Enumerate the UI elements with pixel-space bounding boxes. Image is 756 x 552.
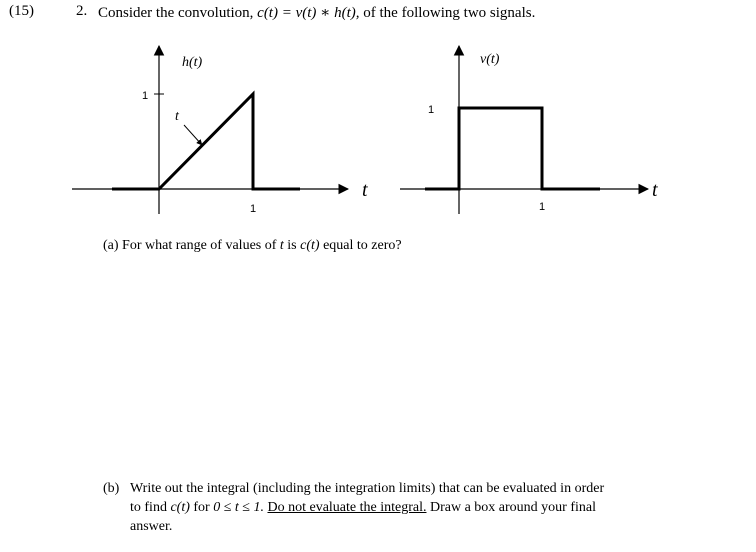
part-b-question [103, 479, 683, 536]
h-axis-label: t [362, 179, 368, 201]
v-label: v(t) [480, 52, 500, 67]
h-label: h(t) [182, 55, 203, 70]
h-x-tick-label: 1 [249, 203, 257, 215]
question-equation: c(t) = v(t) ∗ h(t), [257, 5, 360, 21]
part-b-line2-a: to find [130, 500, 167, 515]
h-signal [112, 94, 300, 189]
v-y-tick-label: 1 [427, 104, 435, 116]
part-a-var: t [279, 238, 284, 253]
points-value: (15) [9, 3, 34, 19]
v-figure [400, 46, 658, 214]
part-b-line2-range: 0 ≤ t ≤ 1. [213, 500, 264, 515]
part-b-label: (b) [103, 481, 120, 496]
h-figure [72, 46, 368, 215]
question-number: 2. [76, 3, 88, 19]
part-a-text-after: equal to zero? [323, 238, 402, 253]
h-slope-arrow [184, 125, 202, 145]
part-b-line3: answer. [130, 519, 173, 534]
part-a-text-before: For what range of values of [122, 238, 277, 253]
part-b-line1: Write out the integral (including the integration limits) that can be evaluated in order [130, 481, 605, 496]
part-b-line2-c: Draw a box around your final [429, 500, 596, 515]
part-b-line2-underlined: Do not evaluate the integral. [267, 500, 427, 515]
part-a-func: c(t) [300, 238, 320, 253]
question-lead: Consider the convolution, [98, 5, 254, 21]
part-b-line2-b: for [193, 500, 210, 515]
v-x-tick-label: 1 [538, 201, 546, 213]
part-a-label: (a) [103, 238, 119, 253]
v-axis-label: t [652, 179, 658, 201]
part-a-text-mid: is [287, 238, 297, 253]
h-y-tick-label: 1 [141, 90, 149, 102]
question-tail: of the following two signals. [363, 5, 536, 21]
v-signal [425, 108, 600, 189]
part-b-line2 [103, 498, 683, 517]
part-a-question [103, 238, 402, 254]
h-slope-label: t [175, 109, 179, 124]
part-b-line2-func: c(t) [170, 500, 190, 515]
